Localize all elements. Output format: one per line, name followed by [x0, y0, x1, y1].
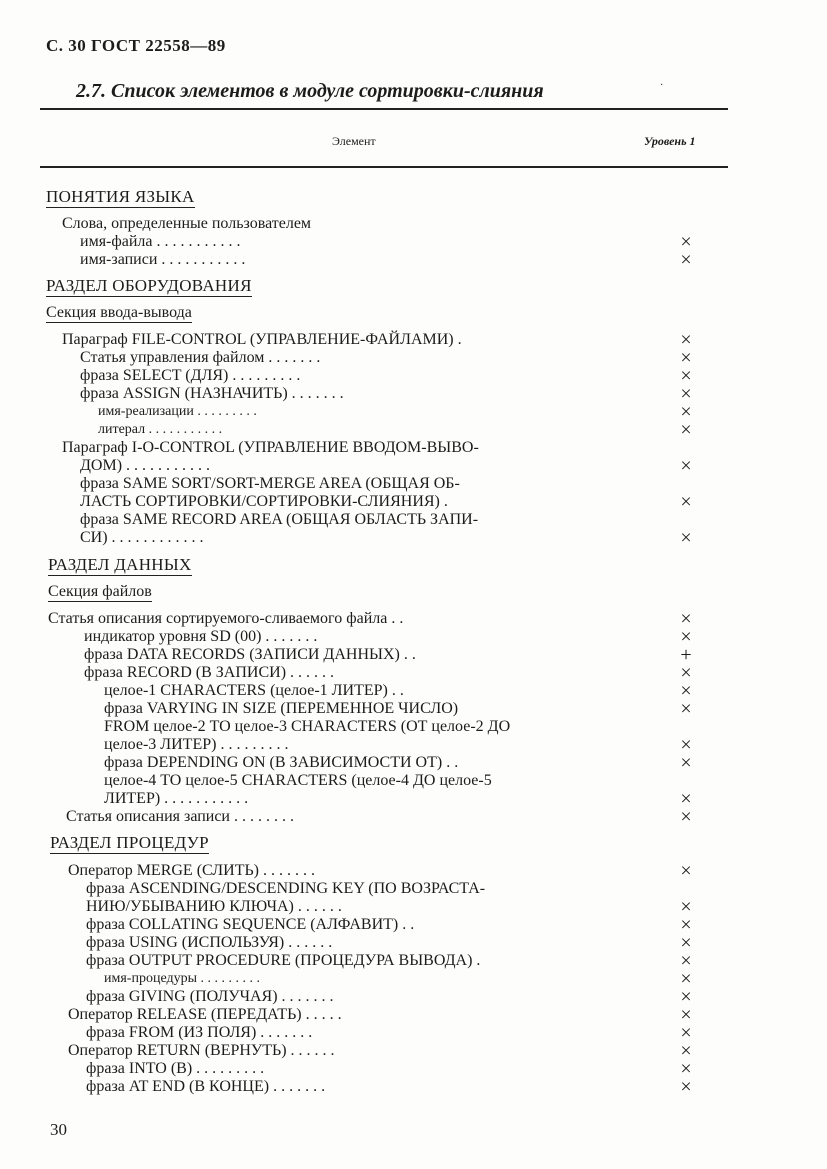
list-item	[104, 736, 288, 754]
level-cross-mark: ×	[680, 734, 692, 756]
list-item-label: фраза INTO (В) . . . . . . . . .	[86, 1060, 265, 1077]
level-cross-mark: ×	[680, 383, 692, 405]
list-item	[80, 251, 245, 269]
level-cross-mark: ×	[680, 231, 692, 253]
title-rule	[40, 108, 728, 110]
list-item	[80, 367, 300, 385]
division-heading	[48, 556, 192, 574]
level-cross-mark: ×	[680, 347, 692, 369]
list-item-label: фраза SAME RECORD AREA (ОБЩАЯ ОБЛАСТЬ ЗАПИ-	[80, 511, 479, 528]
level-cross-mark: ×	[680, 491, 692, 513]
level-cross-mark: ×	[680, 914, 692, 936]
list-item	[98, 403, 257, 421]
list-item	[104, 772, 492, 790]
level-cross-mark: ×	[680, 1058, 692, 1080]
list-item	[48, 610, 403, 628]
level-cross-mark: ×	[680, 527, 692, 549]
list-item	[84, 664, 334, 682]
list-item-label: ЛИТЕР) . . . . . . . . . . .	[104, 790, 249, 807]
list-item-label: фраза GIVING (ПОЛУЧАЯ) . . . . . . .	[86, 988, 334, 1005]
list-item-label: имя-процедуры . . . . . . . . .	[104, 971, 260, 986]
list-item	[86, 988, 334, 1006]
section-title: 2.7. Список элементов в модуле сортировки-слияния	[76, 80, 544, 102]
list-item-label: Статья описания записи . . . . . . . .	[66, 808, 294, 825]
list-item-label: Оператор RELEASE (ПЕРЕДАТЬ) . . . . .	[68, 1006, 342, 1023]
list-item	[86, 1078, 325, 1096]
list-item-label: фраза AT END (В КОНЦЕ) . . . . . . .	[86, 1078, 326, 1095]
list-item-label: имя-файла . . . . . . . . . . .	[80, 233, 241, 250]
list-item	[68, 1006, 342, 1024]
level-cross-mark: ×	[680, 1040, 692, 1062]
list-item-label: Параграф FILE-CONTROL (УПРАВЛЕНИЕ-ФАЙЛАМИ) .	[62, 331, 462, 348]
header-rule	[40, 166, 728, 168]
list-item	[80, 233, 241, 251]
division-heading	[46, 277, 252, 295]
list-item-label: целое-1 CHARACTERS (целое-1 ЛИТЕР) . .	[104, 682, 404, 699]
list-item	[62, 215, 311, 233]
list-item	[86, 916, 414, 934]
list-item	[80, 385, 344, 403]
level-cross-mark: ×	[680, 1004, 692, 1026]
list-item-label: Секция файлов	[48, 583, 152, 600]
level-cross-mark: ×	[680, 455, 692, 477]
level-cross-mark: ×	[680, 950, 692, 972]
list-item-label: фраза FROM (ИЗ ПОЛЯ) . . . . . . .	[86, 1024, 313, 1041]
list-item	[66, 808, 294, 826]
list-item	[104, 754, 458, 772]
list-item-label: РАЗДЕЛ ОБОРУДОВАНИЯ	[46, 276, 252, 295]
list-item-label: ЛАСТЬ СОРТИРОВКИ/СОРТИРОВКИ-СЛИЯНИЯ) .	[80, 493, 448, 510]
list-item-label: имя-записи . . . . . . . . . . .	[80, 251, 246, 268]
corner-dot: ·	[660, 80, 664, 91]
list-item-label: ПОНЯТИЯ ЯЗЫКА	[46, 187, 195, 206]
list-item-label: РАЗДЕЛ ПРОЦЕДУР	[50, 833, 209, 852]
level-plus-mark: +	[680, 644, 692, 666]
list-item-label: литерал . . . . . . . . . . .	[98, 422, 223, 437]
level-cross-mark: ×	[680, 249, 692, 271]
level-cross-mark: ×	[680, 1076, 692, 1098]
level-cross-mark: ×	[680, 788, 692, 810]
list-item	[80, 529, 204, 547]
list-item-label: фраза ASSIGN (НАЗНАЧИТЬ) . . . . . . .	[80, 385, 344, 402]
list-item	[86, 880, 485, 898]
list-item-label: РАЗДЕЛ ДАННЫХ	[48, 555, 192, 574]
list-item	[80, 457, 210, 475]
level-cross-mark: ×	[680, 896, 692, 918]
level-cross-mark: ×	[680, 626, 692, 648]
level-cross-mark: ×	[680, 932, 692, 954]
level-cross-mark: ×	[680, 329, 692, 351]
level-cross-mark: ×	[680, 608, 692, 630]
division-heading	[50, 834, 209, 852]
level-cross-mark: ×	[680, 752, 692, 774]
list-item-label: Оператор RETURN (ВЕРНУТЬ) . . . . . .	[68, 1042, 335, 1059]
list-item	[86, 1060, 264, 1078]
list-item-label: целое-3 ЛИТЕР) . . . . . . . . .	[104, 736, 289, 753]
list-item-label: Статья описания сортируемого-сливаемого файла . .	[48, 610, 404, 627]
list-item	[68, 862, 315, 880]
list-item	[86, 952, 480, 970]
page-number: 30	[50, 1120, 67, 1139]
level-cross-mark: ×	[680, 680, 692, 702]
level-cross-mark: ×	[680, 968, 692, 990]
level-cross-mark: ×	[680, 419, 692, 441]
page-header: С. 30 ГОСТ 22558—89	[46, 36, 226, 55]
list-item-label: фраза SAME SORT/SORT-MERGE AREA (ОБЩАЯ ОБ-	[80, 475, 460, 492]
division-heading	[46, 188, 195, 206]
list-item	[104, 790, 248, 808]
section-heading	[48, 583, 152, 601]
list-item-label: СИ) . . . . . . . . . . . .	[80, 529, 204, 546]
list-item	[86, 898, 342, 916]
list-item	[80, 493, 448, 511]
list-item-label: фраза ASCENDING/DESCENDING KEY (ПО ВОЗРАСТА-	[86, 880, 486, 897]
column-header-element: Элемент	[332, 134, 376, 148]
section-heading	[46, 304, 192, 322]
list-item-label: фраза VARYING IN SIZE (ПЕРЕМЕННОЕ ЧИСЛО)	[104, 700, 459, 717]
list-item	[86, 1024, 312, 1042]
list-item	[80, 475, 460, 493]
column-header-level: Уровень 1	[644, 134, 696, 148]
list-item	[62, 439, 479, 457]
list-item-label: фраза COLLATING SEQUENCE (АЛФАВИТ) . .	[86, 916, 415, 933]
list-item-label: фраза DEPENDING ON (В ЗАВИСИМОСТИ ОТ) . .	[104, 754, 459, 771]
list-item	[104, 682, 404, 700]
list-item	[98, 421, 222, 439]
list-item	[62, 331, 462, 349]
list-item-label: фраза OUTPUT PROCEDURE (ПРОЦЕДУРА ВЫВОДА) .	[86, 952, 481, 969]
list-item-label: Статья управления файлом . . . . . . .	[80, 349, 321, 366]
level-cross-mark: ×	[680, 662, 692, 684]
list-item-label: фраза RECORD (В ЗАПИСИ) . . . . . .	[84, 664, 335, 681]
list-item	[80, 349, 320, 367]
level-cross-mark: ×	[680, 986, 692, 1008]
list-item-label: фраза USING (ИСПОЛЬЗУЯ) . . . . . .	[86, 934, 333, 951]
list-item	[104, 718, 510, 736]
level-cross-mark: ×	[680, 365, 692, 387]
list-item-label: НИЮ/УБЫВАНИЮ КЛЮЧА) . . . . . .	[86, 898, 342, 915]
list-item-label: Слова, определенные пользователем	[62, 215, 312, 232]
list-item	[86, 934, 332, 952]
level-cross-mark: ×	[680, 806, 692, 828]
list-item-label: фраза DATA RECORDS (ЗАПИСИ ДАННЫХ) . .	[84, 646, 416, 663]
list-item-label: индикатор уровня SD (00) . . . . . . .	[84, 628, 318, 645]
list-item-label: целое-4 TO целое-5 CHARACTERS (целое-4 ДО целое-5	[104, 772, 492, 789]
list-item-label: ДОМ) . . . . . . . . . . .	[80, 457, 211, 474]
list-item	[84, 646, 416, 664]
list-item-label: имя-реализации . . . . . . . . .	[98, 404, 257, 419]
list-item-label: Секция ввода-вывода	[46, 304, 192, 321]
level-cross-mark: ×	[680, 1022, 692, 1044]
list-item	[68, 1042, 335, 1060]
list-item	[80, 511, 478, 529]
list-item-label: FROM целое-2 TO целое-3 CHARACTERS (ОТ целое-2 ДО	[104, 718, 511, 735]
list-item	[104, 700, 458, 718]
list-item	[104, 970, 260, 988]
level-cross-mark: ×	[680, 860, 692, 882]
list-item-label: Оператор MERGE (СЛИТЬ) . . . . . . .	[68, 862, 315, 879]
list-item-label: фраза SELECT (ДЛЯ) . . . . . . . . .	[80, 367, 301, 384]
list-item-label: Параграф I-O-CONTROL (УПРАВЛЕНИЕ ВВОДОМ-ВЫВО-	[62, 439, 479, 456]
list-item	[84, 628, 317, 646]
level-cross-mark: ×	[680, 698, 692, 720]
level-cross-mark: ×	[680, 401, 692, 423]
